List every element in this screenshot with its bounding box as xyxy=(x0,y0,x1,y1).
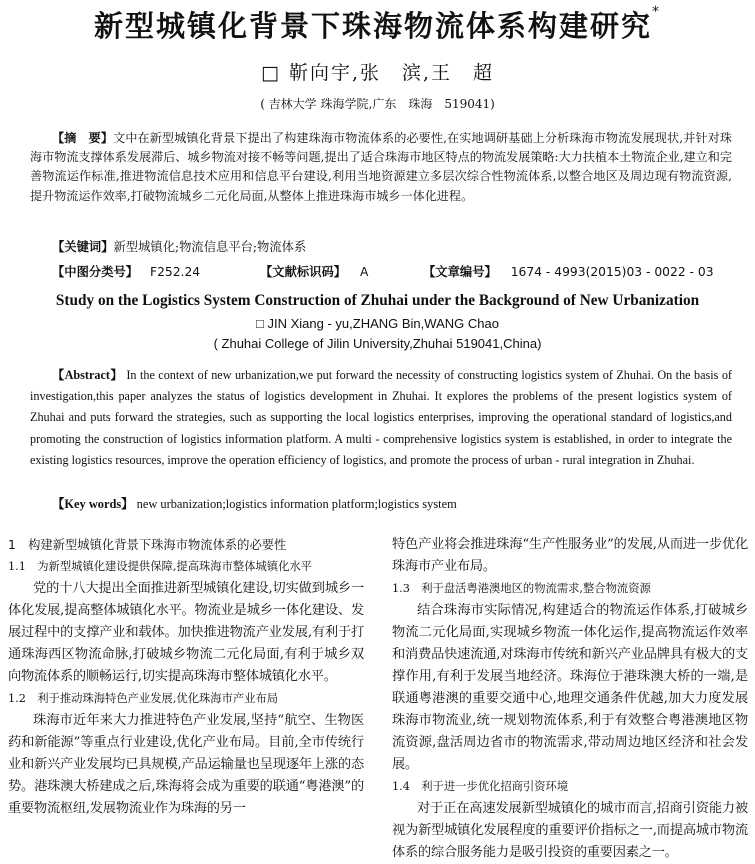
subsection-1-1-paragraph: 党的十八大提出全面推进新型城镇化建设,切实做到城乡一体化发展,提高整体城镇化水平。物流业是城乡一体化建设、发展过程中的支撑产业和载体。加快推进物流产业发展,有利于打通珠海西区物流命脉,打破城乡物流二元化局面,有利于城乡双向物流体系的顺畅运行,切实提高珠海市整体城镇化水平。 xyxy=(8,581,364,684)
section-1-heading: 1 构建新型城镇化背景下珠海市物流体系的必要性 xyxy=(8,538,287,552)
clc-label: 【中图分类号】 xyxy=(52,265,139,279)
article-number xyxy=(423,262,714,280)
subsection-1-3-heading: 1.3 利于盘活粤港澳地区的物流需求,整合物流资源 xyxy=(392,582,651,595)
body-right-column xyxy=(392,534,748,864)
subsection-1-2-heading: 1.2 利于推动珠海特色产业发展,优化珠海市产业布局 xyxy=(8,692,279,705)
english-abstract xyxy=(30,365,732,471)
doc-value: A xyxy=(360,265,369,279)
article-label: 【文章编号】 xyxy=(423,265,497,279)
subsection-1-4-paragraph: 对于正在高速发展新型城镇化的城市而言,招商引资能力被视为新型城镇化发展程度的重要评价指标之一,而提高城市物流体系的综合服务能力是吸引投资的重要因素之一。 xyxy=(392,801,748,860)
title-footnote-mark: * xyxy=(652,4,661,20)
subsection-1-2-paragraph-continued: 特色产业将会推进珠海“生产性服务业”的发展,从而进一步优化珠海市产业布局。 xyxy=(392,537,748,574)
english-keywords xyxy=(52,494,457,512)
doc-label: 【文献标识码】 xyxy=(260,265,347,279)
title-text: 新型城镇化背景下珠海物流体系构建研究 xyxy=(93,9,652,43)
clc-number xyxy=(52,262,200,280)
keywords-cn-text: 新型城镇化;物流信息平台;物流体系 xyxy=(113,240,307,254)
abstract-en-label: 【Abstract】 xyxy=(52,368,123,382)
english-authors: □ JIN Xiang - yu,ZHANG Bin,WANG Chao xyxy=(256,316,499,331)
chinese-keywords xyxy=(52,237,306,255)
article-value: 1674 - 4993(2015)03 - 0022 - 03 xyxy=(510,265,714,279)
abstract-cn-text: 文中在新型城镇化背景下提出了构建珠海市物流体系的必要性,在实地调研基础上分析珠海市物流发展现状,并针对珠海市物流支撑体系发展滞后、城乡物流对接不畅等问题,提出了适合珠海市地区特点的物流发展策略:大力扶植本土物流企业,建立和完善物流运作标准,推进物流信息技术应用和信息平台建设,利用当地资源建立多层次综合性物流体系,以整合地区及周边现有物流资源,提升物流运作效率,打破物流城乡二元化局面,从整体上推进珠海市城乡一体化进程。 xyxy=(30,131,732,203)
keywords-cn-label: 【关键词】 xyxy=(52,239,114,254)
english-title: Study on the Logistics System Construction of Zhuhai under the Background of New Urbanization xyxy=(55,292,700,309)
subsection-1-1-heading: 1.1 为新型城镇化建设提供保障,提高珠海市整体城镇化水平 xyxy=(8,560,312,573)
subsection-1-4-heading: 1.4 利于进一步优化招商引资环境 xyxy=(392,780,569,793)
subsection-1-2-paragraph: 珠海市近年来大力推进特色产业发展,坚持“航空、生物医药和新能源”等重点行业建设,优化产业布局。目前,全市传统行业和新兴产业发展均已具规模,产品运输量也呈现逐年上涨的态势。港珠澳大桥建成之后,珠海将会成为重要的联通“粤港澳”的重要物流枢纽,发展物流业作为珠海的另一 xyxy=(8,713,364,816)
abstract-en-text: In the context of new urbanization,we put forward the necessity of constructing logistics system of Zhuhai. On the basis of investigation,this paper analyzes the status of logistics development in Zhuhai. It explores the problems of the present logistics system of Zhuhai and puts forward the strategies, such as supporting the local logistics enterprises, improving the operational standard of logistics,and promoting the construction of logistics information platform. A multi - comprehensive logistics system is established, in order to integrate the existing logistics resources, improve the operation efficiency of logistics, and promote the process of urban - rural integration in Zhuhai. xyxy=(30,368,732,467)
subsection-1-3-paragraph: 结合珠海市实际情况,构建适合的物流运作体系,打破城乡物流二元化局面,实现城乡物流一体化运作,提高物流运作效率和消费品快速流通,对珠海市传统和新兴产业品牌具有极大的支撑作用,有利于发展当地经济。珠海位于港珠澳大桥的一端,是联通粤港澳的重要交通中心,地理交通条件优越,加大力度发展珠海市物流业,统一规划物流体系,利于有效整合粤港澳地区物流资源,盘活周边省市的物流需求,带动周边地区经济和社会发展。 xyxy=(392,603,748,772)
keywords-en-label: 【Key words】 xyxy=(52,497,134,511)
affiliation: ( 吉林大学 珠海学院,广东 珠海 519041) xyxy=(260,97,495,111)
clc-value: F252.24 xyxy=(150,265,201,279)
english-affiliation: ( Zhuhai College of Jilin University,Zhuhai 519041,China) xyxy=(213,336,542,351)
abstract-cn-label: 【摘 要】 xyxy=(52,131,114,145)
author-list: □ 靳向宇,张 滨,王 超 xyxy=(260,62,495,84)
chinese-abstract xyxy=(30,129,732,206)
paper-title xyxy=(0,4,755,45)
document-code xyxy=(260,262,368,280)
body-left-column xyxy=(8,534,364,820)
keywords-en-text: new urbanization;logistics information platform;logistics system xyxy=(133,497,457,511)
